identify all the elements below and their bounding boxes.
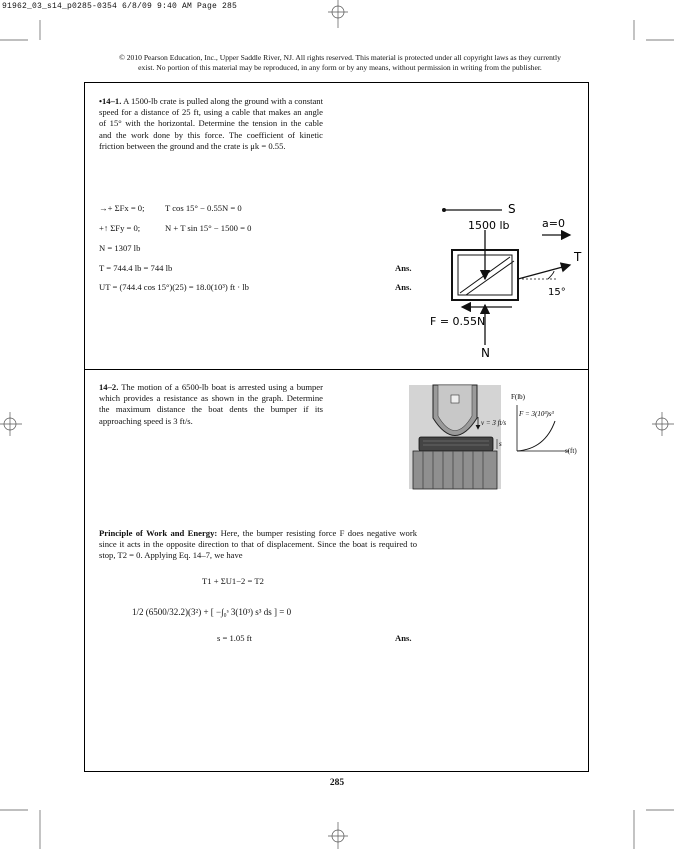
copyright-line-2: exist. No portion of this material may be reproduced, in any form or by any means, without permission in writing from the publisher.	[138, 63, 542, 72]
force-equation: F = 3(10³)s³	[519, 410, 554, 418]
angle-label: 15°	[548, 287, 566, 298]
answer-label-work: Ans.	[395, 282, 412, 292]
force-axis-label: F(lb)	[511, 393, 525, 401]
force-curve	[517, 421, 555, 451]
tension-arrow	[518, 265, 570, 279]
problem-14-2-number: 14–2.	[99, 382, 119, 392]
answer-label-tension: Ans.	[395, 263, 412, 273]
bumper	[419, 437, 493, 451]
problem-divider	[84, 369, 589, 370]
eq-sum-fx-label: →+ ΣFx = 0;	[99, 203, 145, 213]
direction-dot	[442, 208, 446, 212]
problem-14-1-text: A 1500-lb crate is pulled along the ground with a constant speed for a distance of 25 ft, using a cable that makes an angle of 15° with the horizontal. Determine the tension in the cable and the work done by this force. The coefficient of kinetic friction between the ground and the crate is μk = 0.55.	[99, 96, 323, 151]
problem-14-2-text: The motion of a 6500-lb boat is arrested using a bumper which provides a resistance as shown in the graph. Determine the maximum distance the boat dents the bumper if its approaching speed is 3 ft/s.	[99, 382, 323, 426]
velocity-label: v = 3 ft/s	[481, 419, 507, 427]
problem-14-1-statement	[99, 96, 323, 152]
s-label: s	[499, 440, 502, 448]
eq-work-result: UT = (744.4 cos 15°)(25) = 18.0(10³) ft · lb	[99, 282, 249, 292]
copyright-notice	[95, 53, 585, 73]
eq-normal-result: N = 1307 lb	[99, 243, 141, 253]
principle-paragraph	[99, 528, 417, 562]
problem-14-1-number: •14–1.	[99, 96, 122, 106]
friction-label: F = 0.55N	[430, 315, 486, 328]
eq-sum-fy: N + T sin 15° − 1500 = 0	[165, 223, 252, 233]
boat-hull-inner	[438, 385, 472, 431]
angle-arc	[548, 271, 554, 279]
boat-bumper-figure	[405, 383, 590, 493]
normal-label: N	[481, 346, 490, 360]
acceleration-label: a=0	[542, 217, 565, 230]
s-axis-label: s(ft)	[565, 447, 577, 455]
direction-label: S	[508, 202, 516, 216]
principle-title: Principle of Work and Energy:	[99, 528, 218, 538]
eq-tension-result: T = 744.4 lb = 744 lb	[99, 263, 173, 273]
answer-label-distance: Ans.	[395, 633, 412, 643]
principle-text: Here, the bumper resisting force F does negative work since it acts in the opposite direction to that of displacement. Since the boat is required to stop, T2 = 0. Applying Eq. 14–7, we have	[99, 528, 417, 561]
eq-distance-result: s = 1.05 ft	[217, 633, 252, 643]
print-slug: 91962_03_s14_p0285-0354 6/8/09 9:40 AM Page 285	[2, 2, 238, 11]
eq-sum-fy-label: +↑ ΣFy = 0;	[99, 223, 141, 233]
boat-window	[451, 395, 459, 403]
page-number: 285	[329, 778, 345, 788]
weight-label: 1500 lb	[468, 219, 510, 232]
eq-work-energy-expanded: 1/2 (6500/32.2)(3²) + [ −∫₀ˢ 3(10³) s³ ds ] = 0	[132, 607, 292, 617]
crate-brace-2	[466, 261, 514, 295]
copyright-line-1: © 2010 Pearson Education, Inc., Upper Saddle River, NJ. All rights reserved. This material is protected under all copyright laws as they currently	[119, 53, 561, 62]
free-body-diagram-crate	[430, 195, 590, 360]
eq-work-energy: T1 + ΣU1−2 = T2	[202, 576, 264, 586]
tension-label: T	[574, 250, 582, 264]
eq-sum-fx: T cos 15° − 0.55N = 0	[165, 203, 242, 213]
dock-pilings	[413, 451, 497, 489]
problem-14-2-statement	[99, 382, 323, 427]
